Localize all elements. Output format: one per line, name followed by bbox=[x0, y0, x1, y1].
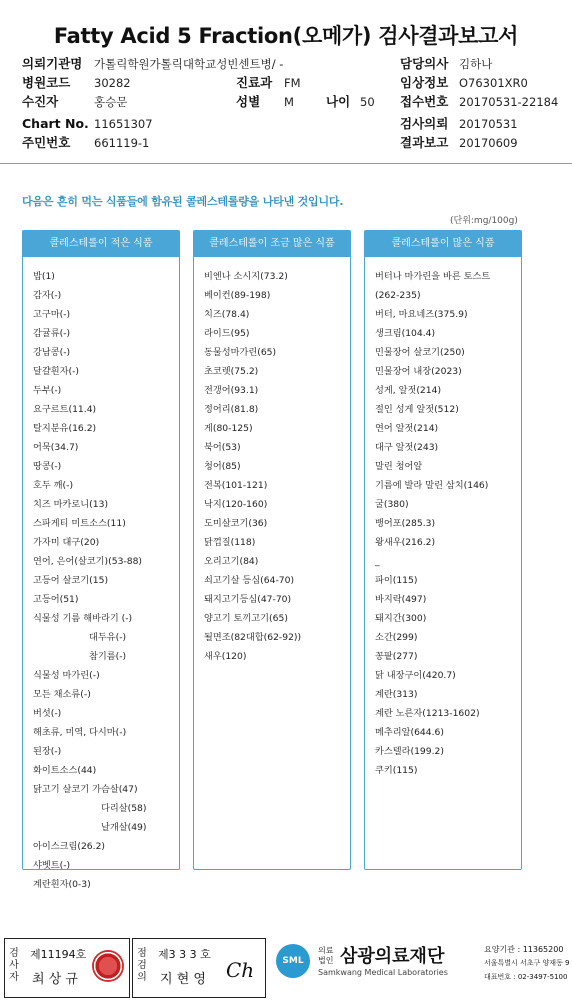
food-item: 절인 성게 알젓(512) bbox=[375, 404, 459, 415]
food-item: 고등어(51) bbox=[33, 594, 79, 605]
food-item: 버섯(-) bbox=[33, 708, 62, 719]
food-item: 파이(115) bbox=[375, 575, 418, 586]
food-item: 대두유(-) bbox=[89, 632, 127, 643]
signature: Ch bbox=[226, 958, 255, 982]
checker-label: 점검의 bbox=[137, 948, 147, 983]
food-item: 닭고기 살코기 가슴살(47) bbox=[33, 784, 138, 795]
age-label: 나이 bbox=[326, 94, 351, 109]
sex-value: M bbox=[284, 95, 294, 109]
column-header: 콜레스테롤이 조금 많은 식품 bbox=[194, 231, 350, 257]
food-item: 게(80-125) bbox=[204, 423, 253, 434]
food-item: 감귤류(-) bbox=[33, 328, 71, 339]
food-item: 돼지고기등심(47-70) bbox=[204, 594, 292, 605]
request-label: 검사의뢰 bbox=[400, 116, 449, 131]
org-address: 서울특별시 서초구 양재동 9 bbox=[484, 959, 570, 967]
food-item: 굴(380) bbox=[375, 499, 409, 510]
section-heading: 다음은 흔히 먹는 식품들에 함유된 콜레스테롤량을 나타낸 것입니다. bbox=[22, 195, 344, 208]
food-item: 비엔나 소시지(73.2) bbox=[204, 271, 288, 282]
food-item: 밥(1) bbox=[33, 271, 55, 282]
checker-number: 제3 3 3 호 bbox=[158, 948, 211, 961]
report-title: Fatty Acid 5 Fraction(오메가) 검사결과보고서 bbox=[53, 24, 519, 48]
clinical-value: O76301XR0 bbox=[459, 76, 528, 90]
food-item: 감자(-) bbox=[33, 290, 62, 301]
food-item: 닭껍질(118) bbox=[204, 537, 256, 548]
examiner-number: 제11194호 bbox=[30, 948, 87, 961]
patient-label: 수진자 bbox=[22, 94, 59, 109]
food-item: 초코렛(75.2) bbox=[204, 366, 259, 377]
food-item: 식물성 마가린(-) bbox=[33, 670, 100, 681]
food-item: 될면조(82대합(62-92)) bbox=[204, 632, 302, 643]
food-item: 모든 채소류(-) bbox=[33, 689, 91, 700]
food-item: 민물장어 내장(2023) bbox=[375, 366, 462, 377]
medium-cholesterol-column bbox=[193, 230, 351, 870]
org-english: Samkwang Medical Laboratories bbox=[318, 968, 448, 977]
food-item: 샤벳트(-) bbox=[33, 860, 71, 871]
chart-value: 11651307 bbox=[94, 117, 153, 131]
food-item: 날개살(49) bbox=[101, 822, 147, 833]
food-item: 카스텔라(199.2) bbox=[375, 746, 444, 757]
food-item: 왕새우(216.2) bbox=[375, 537, 436, 548]
institution-value: 가톨릭학원가톨릭대학교성빈센트병/ - bbox=[94, 57, 284, 71]
food-item: 요구르트(11.4) bbox=[33, 404, 97, 415]
food-item: 전복(101-121) bbox=[204, 480, 268, 491]
food-item: 쇠고기살 등심(64-70) bbox=[204, 575, 295, 586]
sex-label: 성별 bbox=[236, 94, 261, 109]
physician-label: 담당의사 bbox=[400, 56, 449, 71]
physician-value: 김하나 bbox=[459, 57, 493, 71]
request-value: 20170531 bbox=[459, 117, 518, 131]
sml-logo-icon: SML bbox=[276, 944, 310, 978]
food-item: 북어(53) bbox=[204, 442, 241, 453]
unit-label: (단위:mg/100g) bbox=[450, 216, 518, 226]
seal-icon bbox=[92, 950, 124, 982]
food-item: 계란 노른자(1213-1602) bbox=[375, 708, 480, 719]
food-item: 베이컨(89-198) bbox=[204, 290, 271, 301]
food-item: 아이스크림(26.2) bbox=[33, 841, 106, 852]
food-item: 말린 청어알 bbox=[375, 461, 423, 472]
report-footer bbox=[0, 938, 572, 1003]
food-item: 식물성 기름 해바라기 (-) bbox=[33, 613, 133, 624]
food-item: 달걀흰자(-) bbox=[33, 366, 79, 377]
food-item: 버터, 마요네즈(375.9) bbox=[375, 309, 468, 320]
food-item: 성게, 알젓(214) bbox=[375, 385, 442, 396]
checker-name: 지 현 영 bbox=[160, 972, 206, 987]
food-item: 스파게티 미트소스(11) bbox=[33, 518, 126, 529]
dept-value: FM bbox=[284, 76, 301, 90]
food-item: 생크림(104.4) bbox=[375, 328, 436, 339]
food-item: 뱅어포(285.3) bbox=[375, 518, 436, 529]
examiner-label: 검사자 bbox=[9, 948, 19, 983]
food-item: 돼지간(300) bbox=[375, 613, 427, 624]
food-item: 참기름(-) bbox=[89, 651, 127, 662]
food-item: 기름에 발라 말린 삼치(146) bbox=[375, 480, 489, 491]
receipt-value: 20170531-22184 bbox=[459, 95, 559, 109]
food-item: 강남콩(-) bbox=[33, 347, 71, 358]
food-item: 바지락(497) bbox=[375, 594, 427, 605]
food-item: 계란(313) bbox=[375, 689, 418, 700]
patient-value: 홍승문 bbox=[94, 95, 128, 109]
low-cholesterol-column bbox=[22, 230, 180, 890]
food-item: 메추리알(644.6) bbox=[375, 727, 444, 738]
id-label: 주민번호 bbox=[22, 135, 71, 150]
food-item: 도미살코기(36) bbox=[204, 518, 268, 529]
food-item: 고구마(-) bbox=[33, 309, 71, 320]
food-item: 계란흰자(0-3) bbox=[33, 879, 91, 890]
column-header: 콜레스테롤이 적은 식품 bbox=[23, 231, 179, 257]
report-value: 20170609 bbox=[459, 136, 518, 150]
dept-label: 진료과 bbox=[236, 75, 273, 90]
food-item: 해초류, 미역, 다시마(-) bbox=[33, 727, 127, 738]
food-item: 땅콩(-) bbox=[33, 461, 62, 472]
food-item: 연어 알젓(214) bbox=[375, 423, 439, 434]
food-item: 쿠키(115) bbox=[375, 765, 418, 776]
food-item: (262-235) bbox=[375, 290, 421, 301]
food-item: 다리살(58) bbox=[101, 803, 147, 814]
id-value: 661119-1 bbox=[94, 136, 150, 150]
food-item: 연어, 은어(살코기)(53-88) bbox=[33, 556, 143, 567]
org-name: 삼광의료재단 bbox=[340, 946, 445, 967]
divider bbox=[0, 163, 572, 164]
food-item: 닭 내장구이(420.7) bbox=[375, 670, 456, 681]
food-item: 소간(299) bbox=[375, 632, 418, 643]
food-item: 전갱어(93.1) bbox=[204, 385, 259, 396]
food-item: _ bbox=[375, 556, 380, 567]
food-item: 민물장어 살코기(250) bbox=[375, 347, 465, 358]
org-code: 요양기관 : 11365200 bbox=[484, 945, 564, 954]
chart-label: Chart No. bbox=[22, 116, 89, 131]
food-item: 고등어 살코기(15) bbox=[33, 575, 109, 586]
food-item: 새우(120) bbox=[204, 651, 247, 662]
hospital-code-value: 30282 bbox=[94, 76, 131, 90]
food-item: 오리고기(84) bbox=[204, 556, 259, 567]
food-item: 호두 깨(-) bbox=[33, 480, 74, 491]
hospital-code-label: 병원코드 bbox=[22, 75, 71, 90]
receipt-label: 접수번호 bbox=[400, 94, 449, 109]
food-item: 화이트소스(44) bbox=[33, 765, 97, 776]
food-item: 청어(85) bbox=[204, 461, 241, 472]
org-prefix: 의료법인 bbox=[318, 946, 334, 965]
report-label: 결과보고 bbox=[400, 135, 449, 150]
food-item: 정어리(81.8) bbox=[204, 404, 259, 415]
food-item: 가자미 대구(20) bbox=[33, 537, 100, 548]
food-item: 꽁팥(277) bbox=[375, 651, 418, 662]
org-phone: 대표번호 : 02-3497-5100 bbox=[484, 973, 568, 981]
food-item: 치즈(78.4) bbox=[204, 309, 250, 320]
high-cholesterol-column bbox=[364, 230, 522, 870]
food-item: 낙지(120-160) bbox=[204, 499, 268, 510]
patient-info bbox=[22, 54, 562, 154]
column-header: 콜레스테롤이 많은 식품 bbox=[365, 231, 521, 257]
examiner-name: 최 상 규 bbox=[32, 972, 78, 987]
food-item: 양고기 토끼고기(65) bbox=[204, 613, 288, 624]
food-item: 두부(-) bbox=[33, 385, 62, 396]
food-item: 버터나 마가린을 바른 토스트 bbox=[375, 271, 491, 282]
food-item: 대구 알젓(243) bbox=[375, 442, 439, 453]
food-item: 동물성마가린(65) bbox=[204, 347, 277, 358]
age-value: 50 bbox=[360, 95, 375, 109]
institution-label: 의뢰기관명 bbox=[22, 56, 83, 71]
food-item: 된장(-) bbox=[33, 746, 62, 757]
food-item: 라이드(95) bbox=[204, 328, 250, 339]
clinical-label: 임상정보 bbox=[400, 75, 449, 90]
food-item: 탈지분유(16.2) bbox=[33, 423, 97, 434]
food-item: 어묵(34.7) bbox=[33, 442, 79, 453]
food-item: 치즈 마카로니(13) bbox=[33, 499, 109, 510]
